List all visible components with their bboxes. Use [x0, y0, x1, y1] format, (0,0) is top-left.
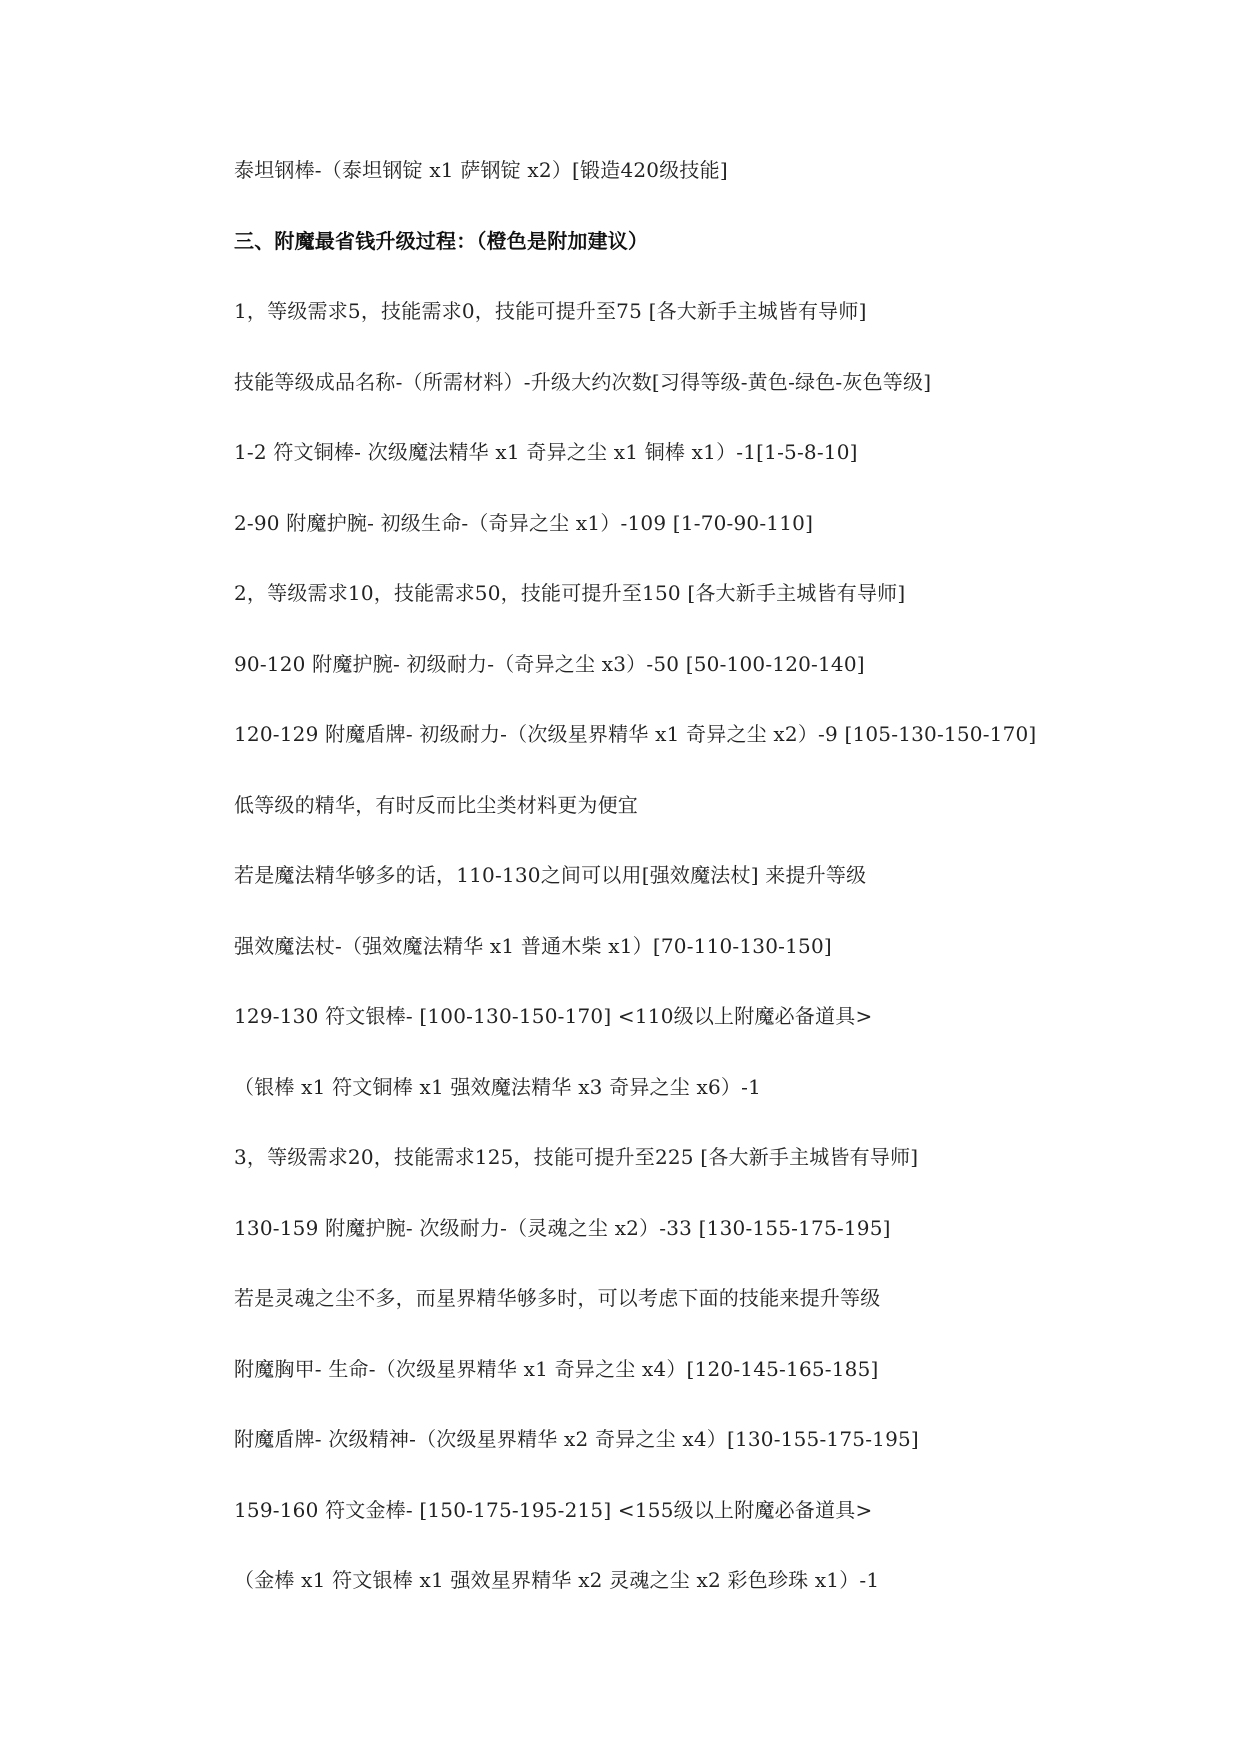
text-line-10: 低等级的精华，有时反而比尘类材料更为便宜 [234, 792, 638, 817]
text-line-15: 3，等级需求20，技能需求125，技能可提升至225 [各大新手主城皆有导师] [234, 1145, 919, 1169]
text-line-7: 2，等级需求10，技能需求50，技能可提升至150 [各大新手主城皆有导师] [234, 581, 906, 605]
document-body [234, 158, 1114, 1639]
text-line-14: （银棒 x1 符文铜棒 x1 强效魔法精华 x3 奇异之尘 x6）-1 [234, 1074, 761, 1099]
text-line-12: 强效魔法杖-（强效魔法精华 x1 普通木柴 x1）[70-110-130-150] [234, 933, 832, 958]
text-line-4: 技能等级成品名称-（所需材料）-升级大约次数[习得等级-黄色-绿色-灰色等级] [234, 369, 932, 394]
text-line-1: 泰坦钢棒-（泰坦钢锭 x1 萨钢锭 x2）[锻造420级技能] [234, 158, 728, 182]
section-heading: 三、附魔最省钱升级过程：（橙色是附加建议） [234, 228, 649, 253]
text-line-6: 2-90 附魔护腕- 初级生命-（奇异之尘 x1）-109 [1-70-90-110] [234, 510, 814, 535]
text-line-11: 若是魔法精华够多的话，110-130之间可以用[强效魔法杖] 来提升等级 [234, 863, 867, 887]
text-line-9: 120-129 附魔盾牌- 初级耐力-（次级星界精华 x1 奇异之尘 x2）-9 [105-130-150-170] [234, 722, 1037, 746]
text-line-16: 130-159 附魔护腕- 次级耐力-（灵魂之尘 x2）-33 [130-155-175-195] [234, 1215, 891, 1240]
text-line-17: 若是灵魂之尘不多，而星界精华够多时，可以考虑下面的技能来提升等级 [234, 1286, 881, 1310]
text-line-13: 129-130 符文银棒- [100-130-150-170] <110级以上附魔必备道具> [234, 1004, 873, 1028]
text-line-19: 附魔盾牌- 次级精神-（次级星界精华 x2 奇异之尘 x4）[130-155-175-195] [234, 1427, 919, 1451]
text-line-20: 159-160 符文金棒- [150-175-195-215] <155级以上附魔必备道具> [234, 1497, 873, 1522]
text-line-5: 1-2 符文铜棒- 次级魔法精华 x1 奇异之尘 x1 铜棒 x1）-1[1-5-8-10] [234, 440, 858, 464]
text-line-8: 90-120 附魔护腕- 初级耐力-（奇异之尘 x3）-50 [50-100-120-140] [234, 651, 865, 676]
text-line-3: 1，等级需求5，技能需求0，技能可提升至75 [各大新手主城皆有导师] [234, 299, 867, 323]
text-line-18: 附魔胸甲- 生命-（次级星界精华 x1 奇异之尘 x4）[120-145-165-185] [234, 1356, 879, 1381]
text-line-21: （金棒 x1 符文银棒 x1 强效星界精华 x2 灵魂之尘 x2 彩色珍珠 x1）-1 [234, 1568, 880, 1592]
